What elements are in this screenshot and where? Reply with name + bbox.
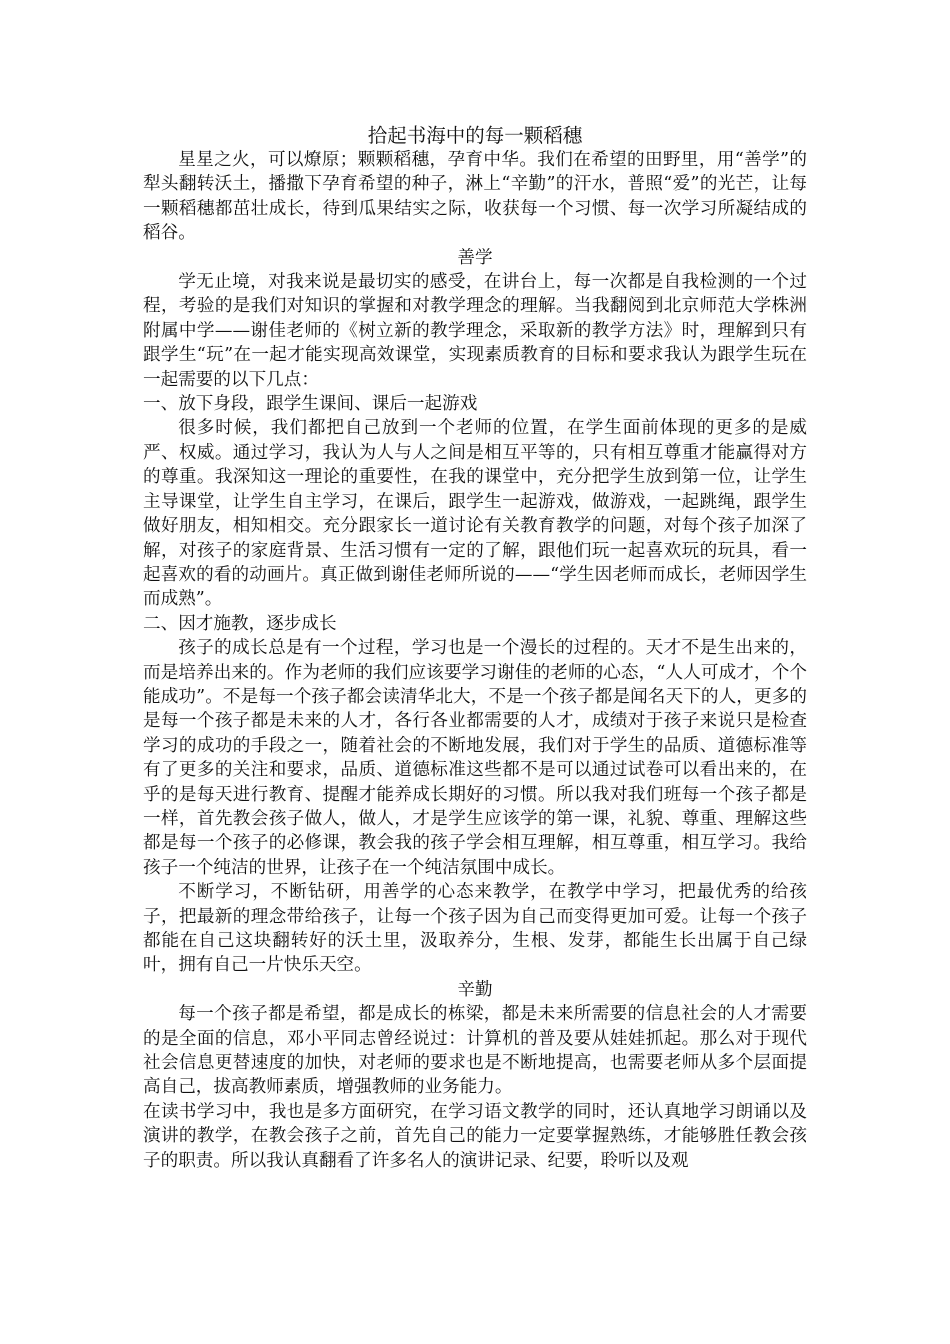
- section-title-shanxue: 善学: [457, 247, 493, 268]
- section-title-xinqin: 辛勤: [457, 979, 493, 1000]
- paragraph: 学无止境，对我来说是最切实的感受，在讲台上，每一次都是自我检测的一个过程，考验的是我们对知识的掌握和对教学理念的理解。当我翻阅到北京师范大学株洲附属中学——谢佳老师的《树立新的教学理念，采取新的教学方法》时，理解到只有跟学生“玩”在一起才能实现高效课堂，实现素质教育的目标和要求我认为跟学生玩在一起需要的以下几点：: [143, 272, 807, 390]
- paragraph: 不断学习，不断钻研，用善学的心态来教学，在教学中学习，把最优秀的给孩子，把最新的理念带给孩子，让每一个孩子因为自己而变得更加可爱。让每一个孩子都能在自己这块翻转好的沃土里，汲取养分，生根、发芽，都能生长出属于自己绿叶，拥有自己一片快乐天空。: [143, 882, 807, 976]
- paragraph: 很多时候，我们都把自己放到一个老师的位置，在学生面前体现的更多的是威严、权威。通过学习，我认为人与人之间是相互平等的，只有相互尊重才能赢得对方的尊重。我深知这一理论的重要性，在我的课堂中，充分把学生放到第一位，让学生主导课堂，让学生自主学习，在课后，跟学生一起游戏，做游戏，一起跳绳，跟学生做好朋友，相知相交。充分跟家长一道讨论有关教育教学的问题，对每个孩子加深了解，对孩子的家庭背景、生活习惯有一定的了解，跟他们玩一起喜欢玩的玩具，看一起喜欢的看的动画片。真正做到谢佳老师所说的——“学生因老师而成长，老师因学生而成熟”。: [143, 418, 807, 610]
- paragraph: 孩子的成长总是有一个过程，学习也是一个漫长的过程的。天才不是生出来的，而是培养出来的。作为老师的我们应该要学习谢佳的老师的心态，“人人可成才，个个能成功”。不是每一个孩子都会读清华北大，不是一个孩子都是闻名天下的人，更多的是每一个孩子都是未来的人才，各行各业都需要的人才，成绩对于孩子来说只是检查学习的成功的手段之一，随着社会的不断地发展，我们对于学生的品质、道德标准等有了更多的关注和要求，品质、道德标准这些都不是可以通过试卷可以看出来的，在乎的是每天进行教育、提醒才能养成长期好的习惯。所以我对我们班每一个孩子都是一样，首先教会孩子做人，做人，才是学生应该学的第一课，礼貌、尊重、理解这些都是每一个孩子的必修课，教会我的孩子学会相互理解，相互尊重，相互学习。我给孩子一个纯洁的世界，让孩子在一个纯洁氛围中成长。: [143, 638, 807, 878]
- document-page: [143, 124, 807, 1173]
- document-title: 拾起书海中的每一颗稻穗: [367, 124, 583, 147]
- subheading: 一、放下身段，跟学生课间、课后一起游戏: [143, 394, 478, 415]
- subheading: 二、因才施教，逐步成长: [143, 613, 337, 634]
- paragraph: 每一个孩子都是希望，都是成长的栋梁，都是未来所需要的信息社会的人才需要的是全面的信息，邓小平同志曾经说过：计算机的普及要从娃娃抓起。那么对于现代社会信息更替速度的加快，对老师的要求也是不断地提高，也需要老师从多个层面提高自己，拔高教师素质，增强教师的业务能力。: [143, 1004, 807, 1098]
- paragraph: 在读书学习中，我也是多方面研究，在学习语文教学的同时，还认真地学习朗诵以及演讲的教学，在教会孩子之前，首先自己的能力一定要掌握熟练，才能够胜任教会孩子的职责。所以我认真翻看了许多名人的演讲记录、纪要，聆听以及观: [143, 1101, 807, 1171]
- intro-paragraph: 星星之火，可以燎原；颗颗稻穗，孕育中华。我们在希望的田野里，用“善学”的犁头翻转沃土，播撒下孕育希望的种子，淋上“辛勤”的汗水，普照“爱”的光芒，让每一颗稻穗都茁壮成长，待到瓜果结实之际，收获每一个习惯、每一次学习所凝结成的稻谷。: [143, 150, 807, 244]
